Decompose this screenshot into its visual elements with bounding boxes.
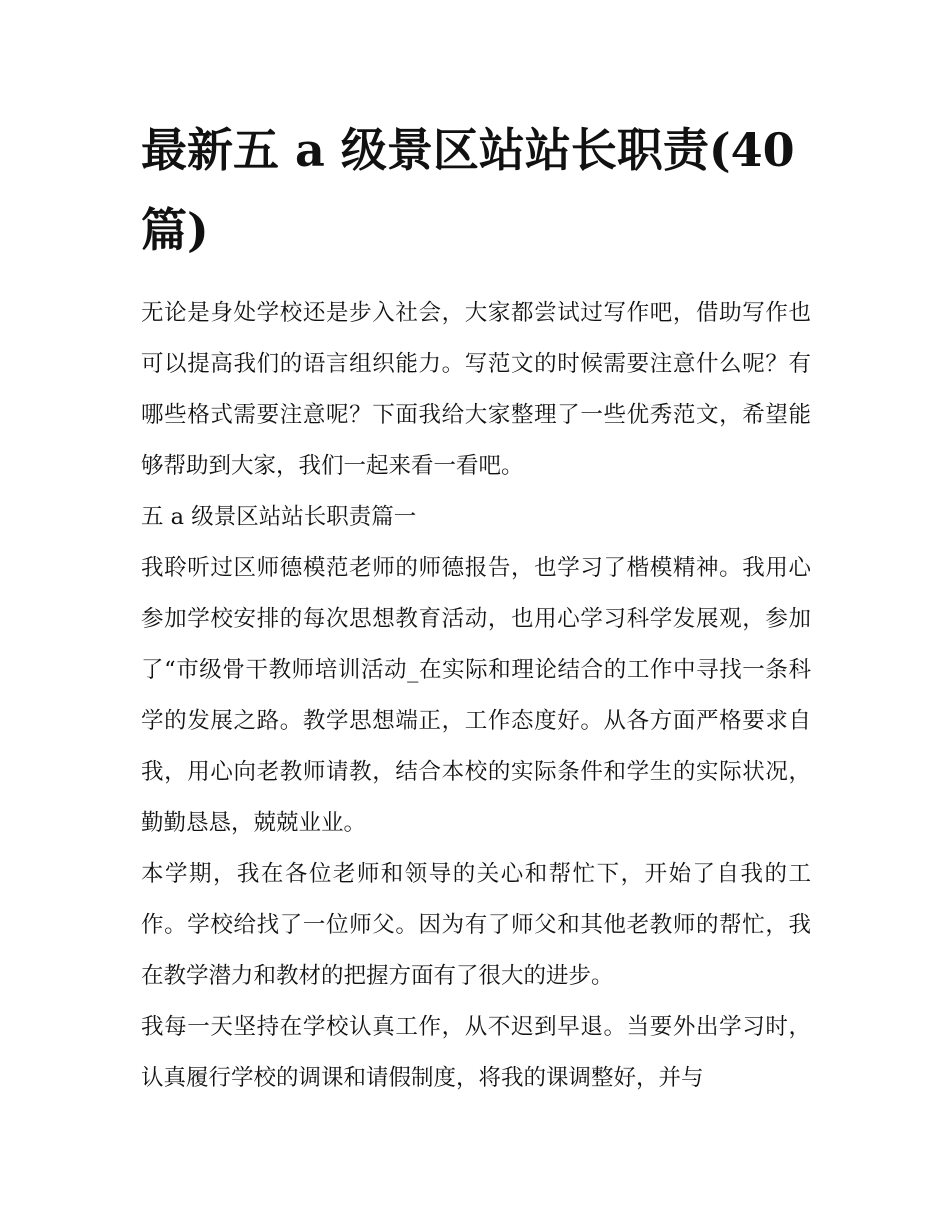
body-paragraph-1: 我聆听过区师德模范老师的师德报告，也学习了楷模精神。我用心参加学校安排的每次思想教育活动，也用心学习科学发展观，参加了“市级骨干教师培训活动_在实际和理论结合的工作中寻找一条科学的发展之路。教学思想端正，工作态度好。从各方面严格要求自我，用心向老教师请教，结合本校的实际条件和学生的实际状况，勤勤恳恳，兢兢业业。 xyxy=(141,555,811,836)
intro-paragraph: 无论是身处学校还是步入社会，大家都尝试过写作吧，借助写作也可以提高我们的语言组织能力。写范文的时候需要注意什么呢？有哪些格式需要注意呢？下面我给大家整理了一些优秀范文，希望能够帮助到大家，我们一起来看一看吧。 xyxy=(141,300,811,479)
body-paragraph-3: 我每一天坚持在学校认真工作，从不迟到早退。当要外出学习时，认真履行学校的调课和请假制度，将我的课调整好，并与 xyxy=(141,1014,811,1091)
document-title: 最新五 a 级景区站站长职责(40篇) xyxy=(141,123,795,257)
section-heading: 五 a 级景区站站长职责篇一 xyxy=(141,504,417,530)
document-body xyxy=(141,110,811,1104)
body-paragraph-2: 本学期，我在各位老师和领导的关心和帮忙下，开始了自我的工作。学校给找了一位师父。因为有了师父和其他老教师的帮忙，我在教学潜力和教材的把握方面有了很大的进步。 xyxy=(141,861,811,989)
